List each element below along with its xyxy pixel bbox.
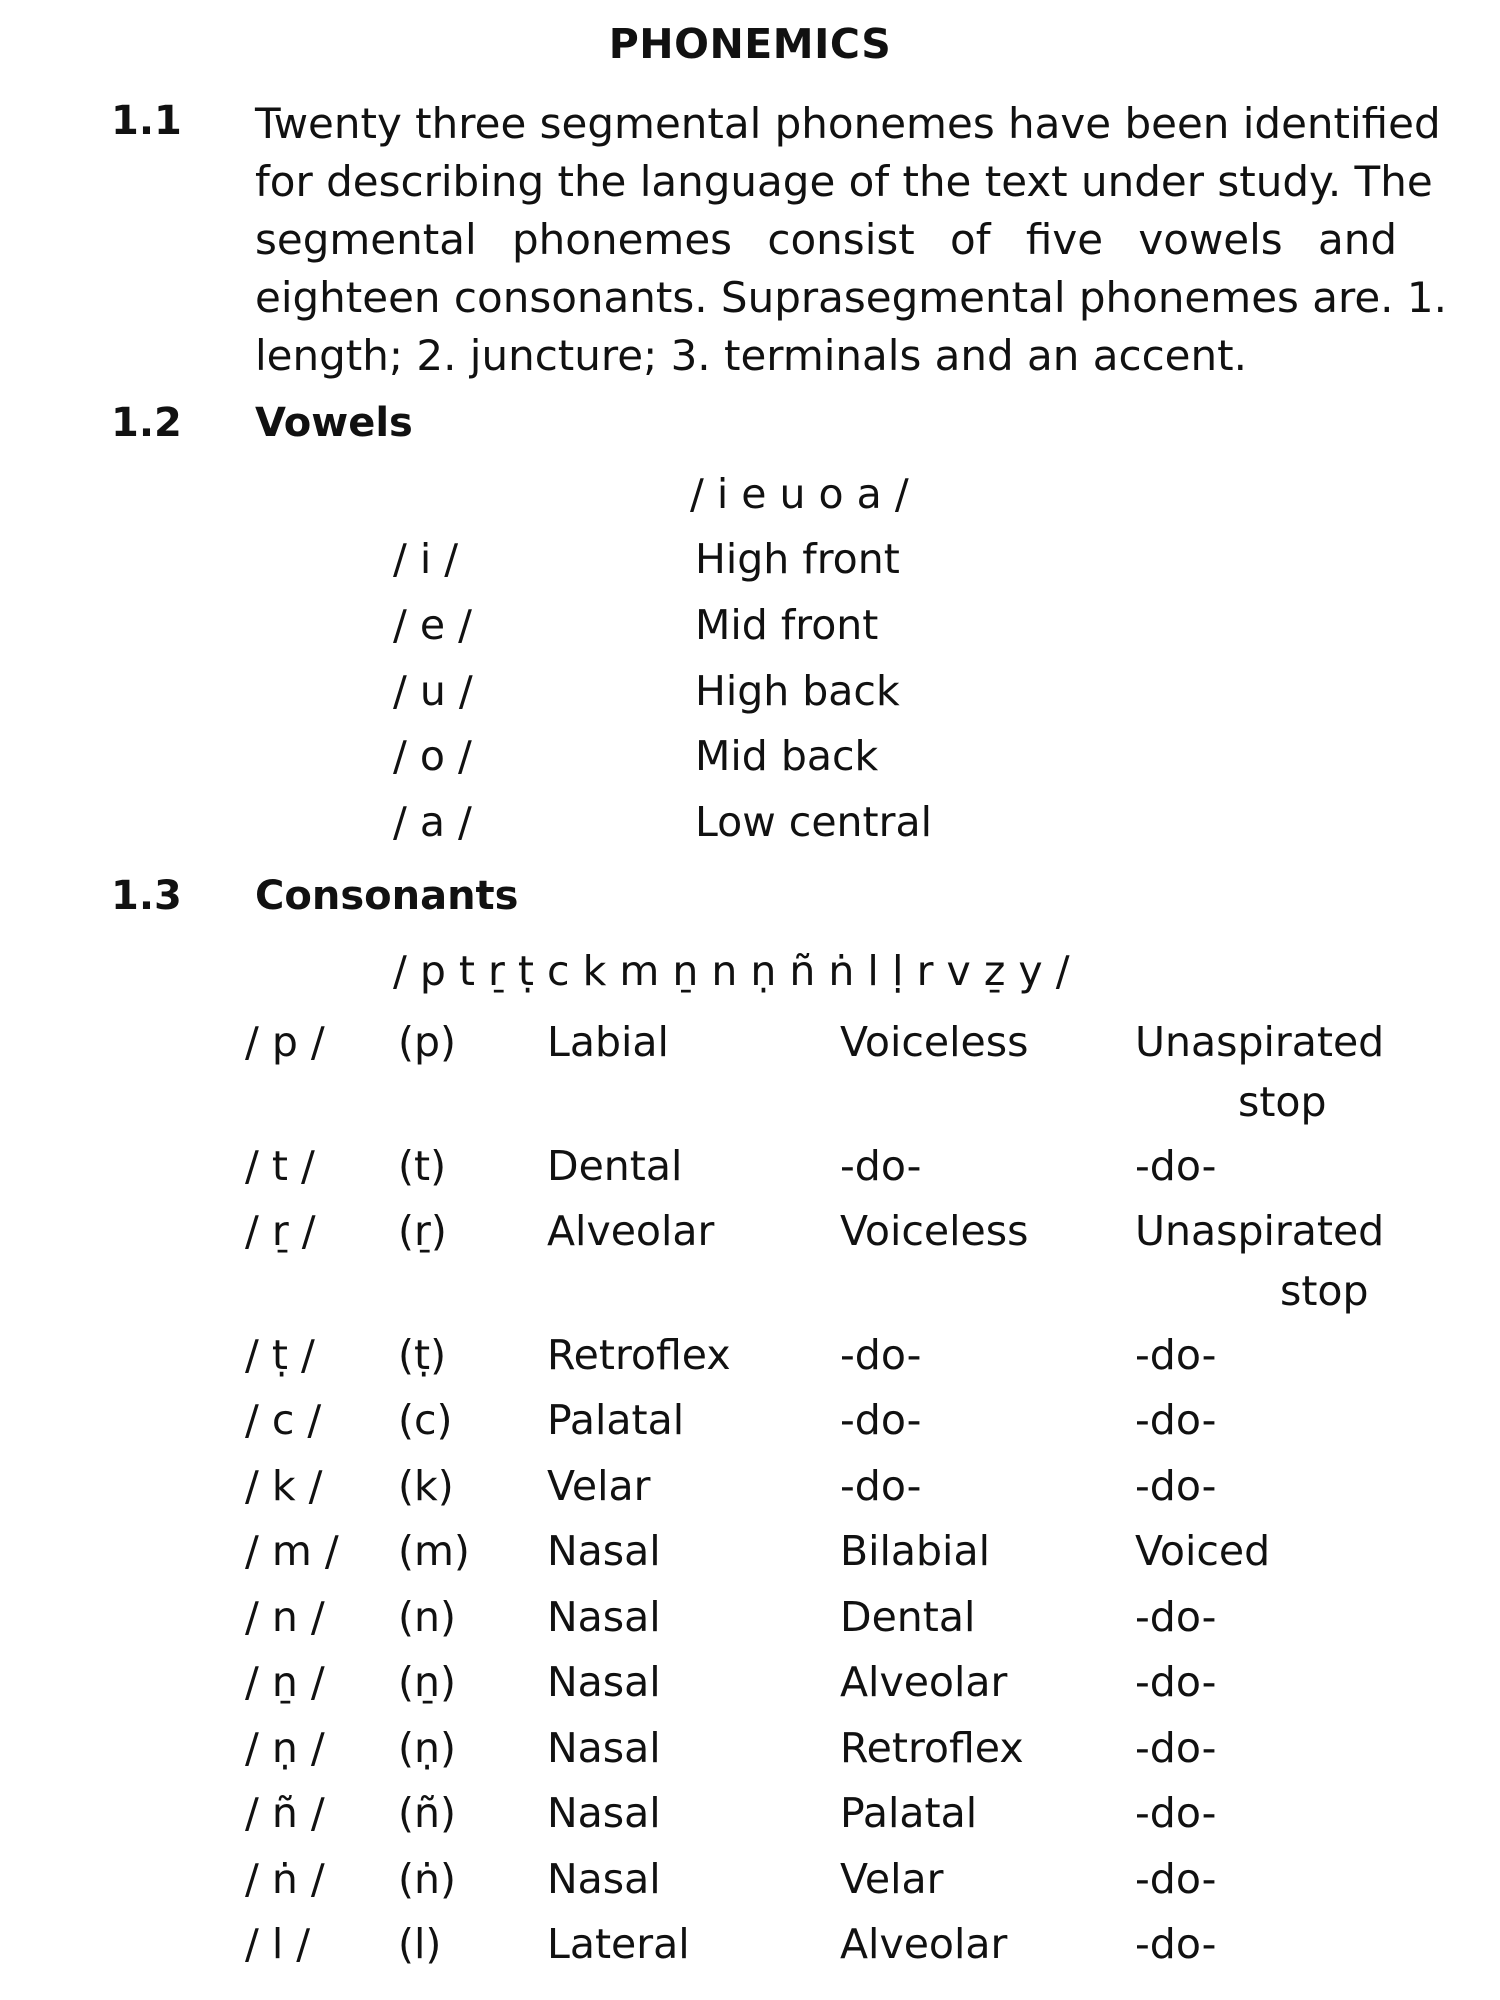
vowel-phoneme: / o / <box>393 732 472 780</box>
vowel-inventory: / i e u o a / <box>690 470 909 518</box>
consonant-place: Palatal <box>547 1396 685 1444</box>
consonant-manner: -do- <box>1135 1789 1217 1837</box>
paragraph-line: length; 2. juncture; 3. terminals and an accent. <box>255 331 1247 380</box>
paragraph-line: eighteen consonants. Suprasegmental phonemes are. 1. <box>255 273 1447 322</box>
vowel-description: Low central <box>695 798 932 846</box>
intro-paragraph <box>255 95 1447 385</box>
vowel-phoneme: / e / <box>393 601 472 649</box>
consonant-phoneme: / p / <box>245 1018 325 1066</box>
consonant-phoneme: / k / <box>245 1462 323 1510</box>
consonant-symbol: (n) <box>398 1593 456 1641</box>
consonant-phoneme: / ṅ / <box>245 1855 325 1903</box>
consonant-place: Alveolar <box>547 1207 715 1255</box>
consonant-manner: -do- <box>1135 1462 1217 1510</box>
consonant-phoneme: / m / <box>245 1527 339 1575</box>
consonant-place: Nasal <box>547 1724 661 1772</box>
consonant-phoneme: / t / <box>245 1142 315 1190</box>
consonant-voicing: Alveolar <box>840 1920 1008 1968</box>
consonant-voicing: -do- <box>840 1331 922 1379</box>
consonant-phoneme: / n / <box>245 1593 325 1641</box>
page-title: PHONEMICS <box>608 20 892 68</box>
consonant-place: Dental <box>547 1142 683 1190</box>
consonant-manner: Unaspirated <box>1135 1018 1385 1066</box>
consonant-phoneme: / ñ / <box>245 1789 325 1837</box>
vowel-description: Mid front <box>695 601 879 649</box>
consonant-voicing: Voiceless <box>840 1207 1029 1255</box>
consonant-symbol: (m) <box>398 1527 470 1575</box>
consonant-place: Retroflex <box>547 1331 731 1379</box>
consonant-symbol: (t) <box>398 1142 447 1190</box>
consonant-symbol: (ṇ) <box>398 1724 456 1772</box>
consonant-place: Nasal <box>547 1527 661 1575</box>
consonant-place: Nasal <box>547 1658 661 1706</box>
consonant-voicing: Voiceless <box>840 1018 1029 1066</box>
consonant-voicing: Velar <box>840 1855 944 1903</box>
consonant-phoneme: / n̠ / <box>245 1658 325 1706</box>
consonant-manner: -do- <box>1135 1331 1217 1379</box>
consonant-manner-continued: stop <box>1280 1267 1369 1315</box>
consonant-phoneme: / ṇ / <box>245 1724 325 1772</box>
consonant-symbol: (k) <box>398 1462 454 1510</box>
consonant-manner: -do- <box>1135 1724 1217 1772</box>
consonant-place: Nasal <box>547 1593 661 1641</box>
consonant-place: Nasal <box>547 1855 661 1903</box>
consonant-manner: -do- <box>1135 1396 1217 1444</box>
vowel-description: High back <box>695 667 900 715</box>
consonant-voicing: -do- <box>840 1142 922 1190</box>
consonant-voicing: Retroflex <box>840 1724 1024 1772</box>
consonant-voicing: -do- <box>840 1462 922 1510</box>
consonant-phoneme: / c / <box>245 1396 322 1444</box>
vowel-phoneme: / u / <box>393 667 473 715</box>
vowel-description: Mid back <box>695 732 879 780</box>
consonant-manner: Unaspirated <box>1135 1207 1385 1255</box>
vowel-description: High front <box>695 535 900 583</box>
consonant-inventory: / p t r̠ ṭ c k m n̠ n ṇ ñ ṅ l ḷ r v z̠ y / <box>393 947 1070 995</box>
consonant-manner: Voiced <box>1135 1527 1271 1575</box>
section-heading-consonants: Consonants <box>255 873 519 919</box>
consonant-symbol: (c) <box>398 1396 453 1444</box>
consonant-manner-continued: stop <box>1238 1078 1327 1126</box>
consonant-symbol: (p) <box>398 1018 457 1066</box>
consonant-symbol: (ṅ) <box>398 1855 456 1903</box>
consonant-place: Nasal <box>547 1789 661 1837</box>
consonant-phoneme: / ṭ / <box>245 1331 315 1379</box>
section-heading-vowels: Vowels <box>255 400 413 446</box>
consonant-symbol: (r̠) <box>398 1207 447 1255</box>
consonant-manner: -do- <box>1135 1920 1217 1968</box>
consonant-symbol: (n̠) <box>398 1658 456 1706</box>
consonant-manner: -do- <box>1135 1855 1217 1903</box>
consonant-voicing: Bilabial <box>840 1527 990 1575</box>
paragraph-line: Twenty three segmental phonemes have been identified <box>255 99 1441 148</box>
consonant-symbol: (ñ) <box>398 1789 456 1837</box>
consonant-place: Velar <box>547 1462 651 1510</box>
consonant-symbol: (l) <box>398 1920 442 1968</box>
paragraph-line: for describing the language of the text under study. The <box>255 157 1433 206</box>
vowel-phoneme: / i / <box>393 535 459 583</box>
consonant-voicing: -do- <box>840 1396 922 1444</box>
consonant-phoneme: / l / <box>245 1920 311 1968</box>
consonant-voicing: Palatal <box>840 1789 978 1837</box>
consonant-manner: -do- <box>1135 1593 1217 1641</box>
consonant-place: Labial <box>547 1018 669 1066</box>
consonant-symbol: (ṭ) <box>398 1331 447 1379</box>
consonant-voicing: Dental <box>840 1593 976 1641</box>
consonant-manner: -do- <box>1135 1142 1217 1190</box>
paragraph-line: segmental phonemes consist of five vowels and <box>255 215 1398 264</box>
consonant-manner: -do- <box>1135 1658 1217 1706</box>
consonant-place: Lateral <box>547 1920 690 1968</box>
section-number-1-2: 1.2 <box>111 400 182 446</box>
section-number-1-3: 1.3 <box>111 873 182 919</box>
consonant-voicing: Alveolar <box>840 1658 1008 1706</box>
section-number-1-1: 1.1 <box>111 98 182 144</box>
consonant-phoneme: / r̠ / <box>245 1207 316 1255</box>
vowel-phoneme: / a / <box>393 798 472 846</box>
